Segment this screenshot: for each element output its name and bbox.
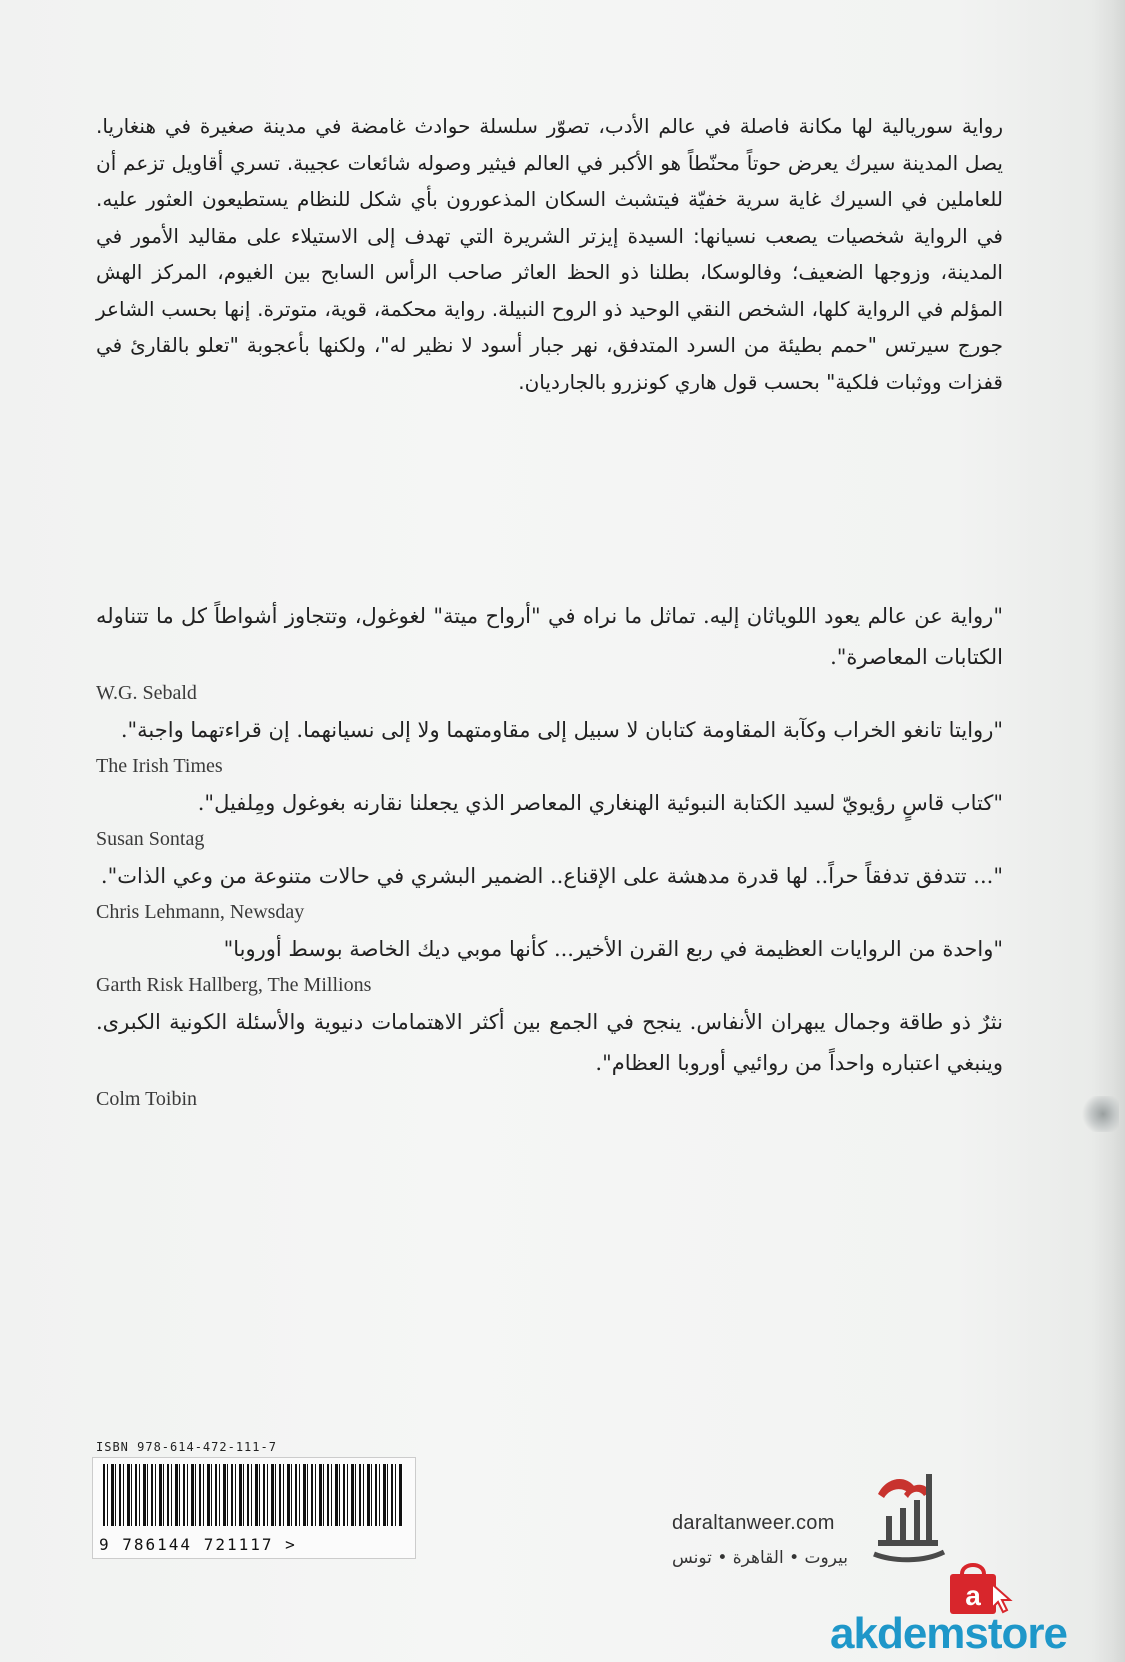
cover-edge-shadow: [1091, 0, 1125, 1662]
quote-text: نثرٌ ذو طاقة وجمال يبهران الأنفاس. ينجح في الجمع بين أكثر الاهتمامات دنيوية والأسئلة الكونية الكبرى. وينبغي اعتباره واحداً من روائيي أوروبا العظام".: [96, 1010, 1003, 1075]
quote-source: Chris Lehmann, Newsday: [96, 901, 305, 923]
quote-text: "واحدة من الروايات العظيمة في ربع القرن الأخير... كأنها موبي ديك الخاصة بوسط أوروبا": [223, 937, 1003, 961]
synopsis-paragraph: رواية سوريالية لها مكانة فاصلة في عالم الأدب، تصوّر سلسلة حوادث غامضة في مدينة صغيرة في هنغاريا. يصل المدينة سيرك يعرض حوتاً محنّطاً هو الأكبر في العالم فيثير وصوله شائعات عجيبة. تسري أقاويل تزعم أن للعاملين في السيرك غاية سرية خفيّة فيتشبث السكان المذعورون بأي شكل للنظام يستطيعون العثور عليه. في الرواية شخصيات يصعب نسيانها: السيدة إيزتر الشريرة التي تهدف إلى الاستيلاء على مقاليد الأمور في المدينة، وزوجها الضعيف؛ وفالوسكا، بطلنا ذو الحظ العاثر صاحب الرأس السابح بين الغيوم، المركز الهش المؤلم في الرواية كلها، الشخص النقي الوحيد ذو الروح النبيلة. رواية محكمة، قوية، متوترة. إنها بحسب الشاعر جورج سيرتس "حمم بطيئة من السرد المتدفق، نهر جبار أسود لا نظير له"، ولكنها بأعجوبة "تعلو بالقارئ في قفزات ووثبات فلكية" بحسب قول هاري كونزرو بالجارديان.: [96, 114, 1003, 394]
svg-text:a: a: [965, 1580, 981, 1611]
barcode-number: 9 786144 721117 >: [99, 1535, 297, 1554]
publisher-cities: بيروت • القاهرة • تونس: [672, 1548, 848, 1568]
store-watermark: [830, 1556, 1125, 1662]
cover-edge-scuff: [1079, 1096, 1119, 1132]
quote-source: Susan Sontag: [96, 828, 205, 850]
quote-source: Colm Toibin: [96, 1088, 198, 1110]
quote-source: W.G. Sebald: [96, 682, 197, 704]
quote-source: Garth Risk Hallberg, The Millions: [96, 974, 372, 996]
quote-text: "... تتدفق تدفقاً حراً.. لها قدرة مدهشة على الإقناع.. الضمير البشري في حالات متنوعة من وعي الذات".: [100, 864, 1003, 888]
barcode-box: [92, 1457, 416, 1559]
review-quotes: [96, 596, 1003, 1116]
publisher-url: daraltanweer.com: [672, 1512, 835, 1534]
tanweer-logo-icon: [864, 1464, 956, 1568]
store-name: akdemstore: [830, 1609, 1068, 1658]
isbn-barcode: [92, 1440, 414, 1559]
isbn-label: ISBN 978-614-472-111-7: [96, 1440, 277, 1454]
quote-text: "كتاب قاسٍ رؤيويّ لسيد الكتابة النبوئية الهنغاري المعاصر الذي يجعلنا نقارنه بغوغول ومِلفيل".: [197, 791, 1003, 815]
quote-source: The Irish Times: [96, 755, 223, 777]
quote-text: "روايتا تانغو الخراب وكآبة المقاومة كتابان لا سبيل إلى مقاومتهما ولا إلى نسيانهما. إن قراءتهما واجبة".: [120, 718, 1003, 742]
barcode-bars: [103, 1464, 403, 1526]
quote-text: "رواية عن عالم يعود اللوياثان إليه. تماثل ما نراه في "أرواح ميتة" لغوغول، وتتجاوز أشواطاً كل ما تتناوله الكتابات المعاصرة".: [96, 604, 1003, 669]
